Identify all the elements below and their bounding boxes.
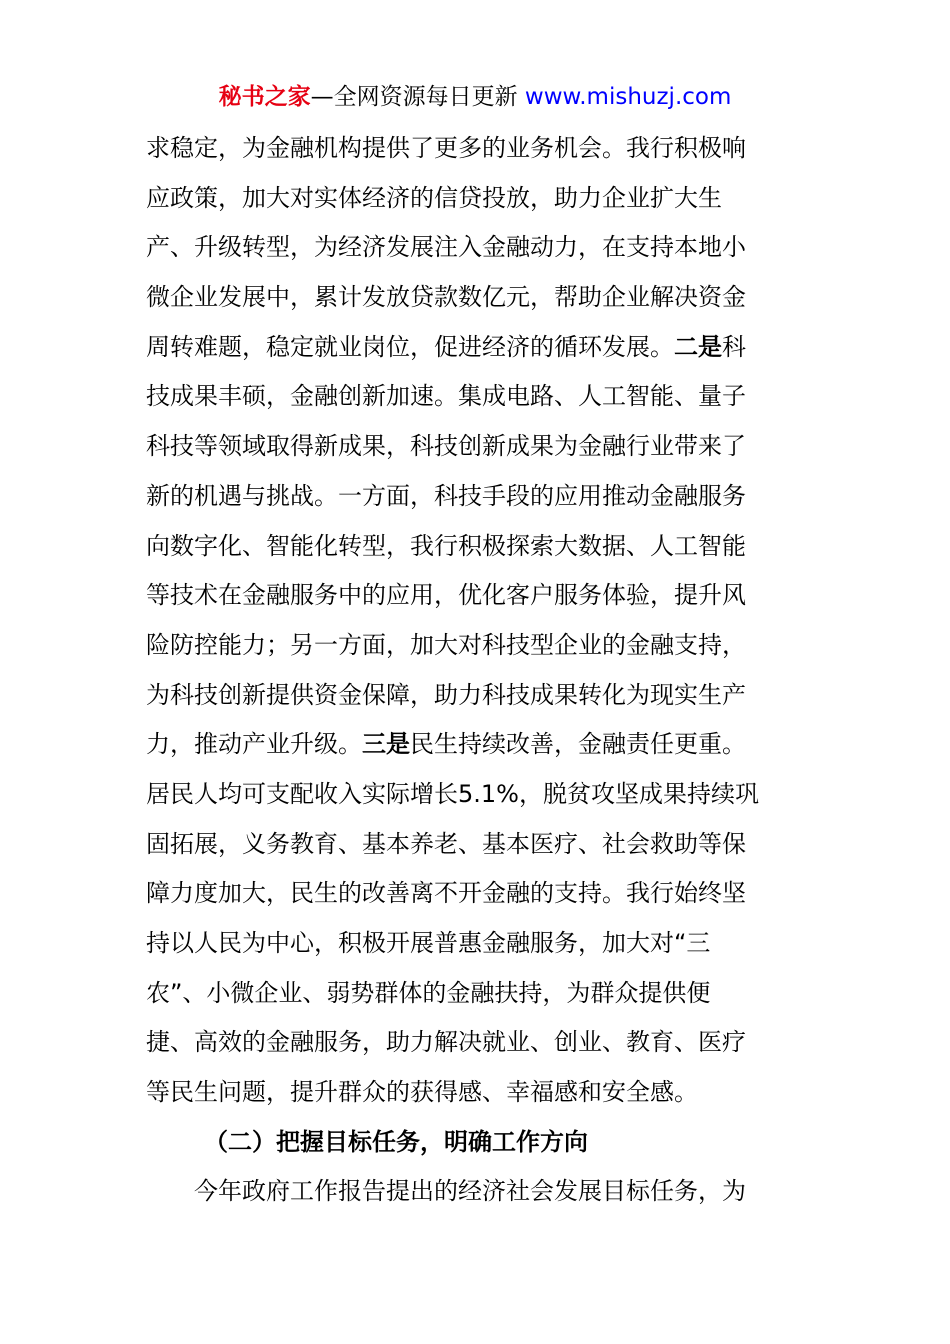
text-run: 力，推动产业升级。 xyxy=(146,730,362,759)
text-line: 障力度加大，民生的改善离不开金融的支持。我行始终坚 xyxy=(146,879,746,908)
text-line: 应政策，加大对实体经济的信贷投放，助力企业扩大生 xyxy=(146,183,722,212)
text-line xyxy=(146,720,808,770)
text-line: 向数字化、智能化转型，我行积极探索大数据、人工智能 xyxy=(146,531,746,560)
text-line: 农”、小微企业、弱势群体的金融扶持，为群众提供便 xyxy=(146,978,711,1007)
text-line: 捷、高效的金融服务，助力解决就业、创业、教育、医疗 xyxy=(146,1028,746,1057)
text-line: 居民人均可支配收入实际增长5.1%，脱贫攻坚成果持续巩 xyxy=(146,779,759,808)
text-run: 民生持续改善，金融责任更重。 xyxy=(410,730,746,759)
text-run: 周转难题，稳定就业岗位，促进经济的循环发展。 xyxy=(146,332,674,361)
text-line: 求稳定，为金融机构提供了更多的业务机会。我行积极响 xyxy=(146,134,746,162)
text-run: 科 xyxy=(722,332,746,361)
text-line: 固拓展，义务教育、基本养老、基本医疗、社会救助等保 xyxy=(146,829,746,858)
document-body xyxy=(146,124,808,1217)
text-line: 技成果丰硕，金融创新加速。集成电路、人工智能、量子 xyxy=(146,382,746,411)
text-line: 新的机遇与挑战。一方面，科技手段的应用推动金融服务 xyxy=(146,481,746,510)
text-line: 等技术在金融服务中的应用，优化客户服务体验，提升风 xyxy=(146,581,746,610)
text-line: 微企业发展中，累计发放贷款数亿元，帮助企业解决资金 xyxy=(146,283,746,312)
section-heading: （二）把握目标任务，明确工作方向 xyxy=(204,1127,588,1156)
text-line xyxy=(146,323,808,373)
text-line: 产、升级转型，为经济发展注入金融动力，在支持本地小 xyxy=(146,233,746,262)
site-header xyxy=(0,80,950,114)
bold-keyword: 二是 xyxy=(674,332,722,361)
site-brand: 秘书之家 xyxy=(218,84,311,110)
text-line: 科技等领域取得新成果，科技创新成果为金融行业带来了 xyxy=(146,432,746,461)
bold-keyword: 三是 xyxy=(362,730,410,759)
text-line: 持以人民为中心，积极开展普惠金融服务，加大对“三 xyxy=(146,929,711,957)
text-line: 为科技创新提供资金保障，助力科技成果转化为现实生产 xyxy=(146,680,746,709)
site-tagline: —全网资源每日更新 xyxy=(310,84,525,110)
paragraph-first-line: 今年政府工作报告提出的经济社会发展目标任务，为 xyxy=(194,1177,746,1206)
site-url-link[interactable]: www.mishuzj.com xyxy=(524,84,732,110)
text-line: 等民生问题，提升群众的获得感、幸福感和安全感。 xyxy=(146,1078,698,1107)
text-line: 险防控能力；另一方面，加大对科技型企业的金融支持， xyxy=(146,630,746,659)
